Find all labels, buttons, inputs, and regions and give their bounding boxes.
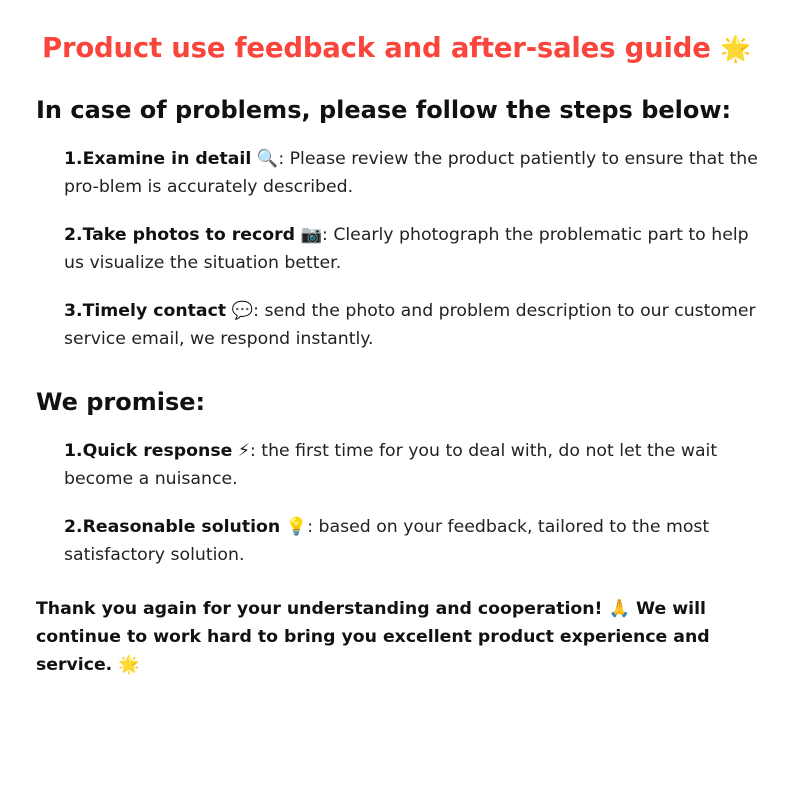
list-item <box>64 221 760 277</box>
list-item <box>64 437 760 493</box>
promise-body: : based on your feedback, tailored to the most satisfactory solution. <box>64 517 710 566</box>
step-lead: 1.Examine in detail <box>64 149 252 169</box>
page-title <box>42 32 760 65</box>
bottom-spacer <box>34 679 760 749</box>
step-body: : send the photo and problem description to our customer service email, we respond instantly. <box>64 301 756 350</box>
page-title-text: Product use feedback and after-sales guide <box>42 32 711 64</box>
list-item <box>64 145 760 201</box>
speech-bubble-icon: 💬 <box>231 301 254 322</box>
camera-icon: 📷 <box>300 225 322 246</box>
step-body: : Clearly photograph the problematic part to help us visualize the situation better. <box>64 225 749 274</box>
star-icon: 🌟 <box>118 655 140 676</box>
step-lead: 3.Timely contact <box>64 301 227 322</box>
magnifier-icon: 🔍 <box>256 149 279 169</box>
star-icon: 🌟 <box>720 34 751 63</box>
closing-text-part2: We will continue to work hard to bring you excellent product experience and service. <box>36 599 710 676</box>
praying-hands-icon: 🙏 <box>608 599 630 620</box>
list-item <box>64 513 760 569</box>
step-body: : Please review the product patiently to ensure that the pro-blem is accurately described. <box>64 149 758 198</box>
closing-paragraph <box>36 595 748 679</box>
list-item <box>64 297 760 353</box>
section-heading-problems: In case of problems, please follow the steps below: <box>36 96 732 124</box>
step-lead: 2.Take photos to record <box>64 225 295 246</box>
lightning-icon: ⚡ <box>237 441 250 462</box>
section-heading-promise: We promise: <box>36 388 206 417</box>
promise-lead: 1.Quick response <box>64 441 233 462</box>
promise-body: : the first time for you to deal with, do not let the wait become a nuisance. <box>64 441 718 490</box>
promise-lead: 2.Reasonable solution <box>64 517 281 538</box>
closing-text-part1: Thank you again for your understanding and cooperation! <box>36 599 603 620</box>
lightbulb-icon: 💡 <box>285 517 308 538</box>
